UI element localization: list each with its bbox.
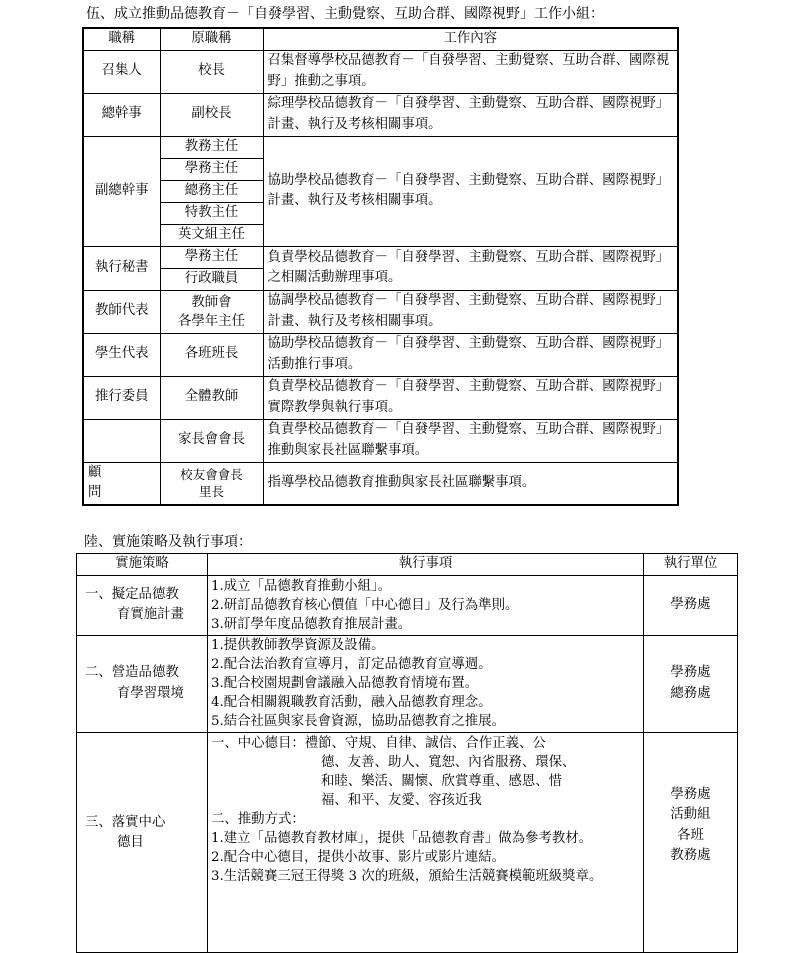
content-cell: 綜理學校品德教育－「自發學習、主動覺察、互助合群、國際視野」計畫、執行及考核相關事項。 <box>263 93 678 136</box>
header-items: 執行事項 <box>208 554 644 576</box>
list-item: 1.建立「品德教育教材庫」，提供「品德教育書」做為參考教材。 <box>211 830 593 846</box>
table-header-row <box>77 554 738 576</box>
header-content: 工作內容 <box>263 28 678 50</box>
role-cell: 學生代表 <box>83 333 160 376</box>
content-cell: 負責學校品德教育－「自發學習、主動覺察、互助合群、國際視野」實際教學與執行事項。 <box>263 376 678 419</box>
original-line: 教師會 <box>191 294 232 310</box>
original-line: 校友會會長 <box>180 467 243 482</box>
unit-line: 學務處 <box>670 786 711 802</box>
original-cell <box>160 290 263 333</box>
table-row <box>83 246 678 268</box>
original-cell: 學務主任 <box>160 246 263 268</box>
strategy-line: 一、擬定品德教 <box>85 586 179 602</box>
header-strategy: 實施策略 <box>77 554 208 576</box>
section5-title: 伍、成立推動品德教育－「自發學習、主動覺察、互助合群、國際視野」工作小組： <box>86 6 604 22</box>
strategy-cell <box>77 732 208 952</box>
original-cell: 家長會會長 <box>160 419 263 462</box>
header-original: 原職稱 <box>160 28 263 50</box>
table-row <box>77 635 738 732</box>
work-group-table <box>82 27 679 506</box>
list-item: 3.研訂學年度品德教育推展計畫。 <box>211 616 412 632</box>
list-item: 4.配合相關親職教育活動，融入品德教育理念。 <box>211 695 492 710</box>
table-row <box>83 93 678 136</box>
original-cell: 特教主任 <box>160 202 263 224</box>
unit-line: 教務處 <box>670 848 711 863</box>
header-unit: 執行單位 <box>644 554 738 576</box>
role-cell: 顧問 <box>83 462 160 505</box>
section6-title: 陸、實施策略及執行事項： <box>84 534 252 550</box>
methods-label: 二、推動方式： <box>211 811 305 827</box>
role-cell <box>83 419 160 462</box>
table-header-row <box>83 28 678 50</box>
virtues-label: 一、中心德目： <box>211 735 305 751</box>
table-row <box>83 136 678 158</box>
role-cell: 推行委員 <box>83 376 160 419</box>
virtues-line: 和睦、樂活、關懷、欣賞尊重、感恩、惜 <box>321 773 563 789</box>
table-row <box>83 462 678 505</box>
strategy-line: 二、營造品德教 <box>85 665 179 680</box>
original-cell: 教務主任 <box>160 136 263 158</box>
content-cell: 召集督導學校品德教育－「自發學習、主動覺察、互助合群、國際視野」推動之事項。 <box>263 50 678 93</box>
list-item: 1.提供教師教學資源及設備。 <box>211 638 385 653</box>
content-cell: 協助學校品德教育－「自發學習、主動覺察、互助合群、國際視野」活動推行事項。 <box>263 333 678 376</box>
unit-cell: 學務處 <box>644 575 738 635</box>
content-cell: 協助學校品德教育－「自發學習、主動覺察、互助合群、國際視野」計畫、執行及考核相關事項。 <box>263 136 678 246</box>
strategy-line: 德目 <box>117 835 144 850</box>
table-row <box>83 333 678 376</box>
list-item: 2.研訂品德教育核心價值「中心德目」及行為準則。 <box>211 597 519 613</box>
original-cell: 各班班長 <box>160 333 263 376</box>
original-cell <box>160 462 263 505</box>
original-cell: 行政職員 <box>160 268 263 290</box>
content-cell: 協調學校品德教育－「自發學習、主動覺察、互助合群、國際視野」計畫、執行及考核相關事項。 <box>263 290 678 333</box>
table-row <box>77 732 738 952</box>
original-cell: 總務主任 <box>160 180 263 202</box>
original-line: 各學年主任 <box>178 313 245 329</box>
content-cell: 指導學校品德教育推動與家長社區聯繫事項。 <box>263 462 678 505</box>
role-cell: 教師代表 <box>83 290 160 333</box>
header-role: 職稱 <box>83 28 160 50</box>
items-cell <box>208 575 644 635</box>
list-item: 3.配合校園規劃會議融入品德教育情境布置。 <box>211 676 479 691</box>
table-row <box>83 290 678 333</box>
virtues-text: 禮節、守規、自律、誠信、合作正義、公 <box>304 735 546 751</box>
original-cell: 副校長 <box>160 93 263 136</box>
role-cell: 召集人 <box>83 50 160 93</box>
original-cell: 校長 <box>160 50 263 93</box>
table-row <box>77 575 738 635</box>
virtues-line: 德、友善、助人、寬恕、內省服務、環保、 <box>321 754 576 770</box>
list-item: 2.配合法治教育宣導月，訂定品德教育宣導週。 <box>211 657 492 672</box>
list-item: 5.結合社區與家長會資源，協助品德教育之推展。 <box>211 714 505 729</box>
list-item: 2.配合中心德目，提供小故事、影片或影片連結。 <box>211 849 505 865</box>
unit-cell <box>644 732 738 952</box>
items-cell <box>208 732 644 952</box>
strategy-line: 育實施計畫 <box>117 607 184 622</box>
list-item: 3.生活競賽三冠王得獎 3 次的班級，頒給生活競賽模範班級獎章。 <box>211 868 603 884</box>
unit-line: 總務處 <box>670 685 711 701</box>
strategy-table <box>76 553 738 953</box>
list-item: 1.成立「品德教育推動小組」。 <box>211 578 392 594</box>
unit-line: 活動組 <box>670 807 711 822</box>
virtues-line <box>211 734 640 753</box>
role-cell: 執行秘書 <box>83 246 160 290</box>
original-cell: 學務主任 <box>160 158 263 180</box>
table-row <box>83 376 678 419</box>
original-line: 里長 <box>198 484 224 499</box>
strategy-line: 三、落實中心 <box>85 814 166 830</box>
unit-cell <box>644 635 738 732</box>
unit-line: 學務處 <box>670 665 711 680</box>
content-cell: 負責學校品德教育－「自發學習、主動覺察、互助合群、國際視野」之相關活動辦理事項。 <box>263 246 678 290</box>
unit-line: 各班 <box>677 827 704 843</box>
items-cell <box>208 635 644 732</box>
strategy-cell <box>77 635 208 732</box>
role-cell: 副總幹事 <box>83 136 160 246</box>
original-cell: 英文組主任 <box>160 224 263 246</box>
role-cell: 總幹事 <box>83 93 160 136</box>
table-row <box>83 50 678 93</box>
table-row <box>83 419 678 462</box>
content-cell: 負責學校品德教育－「自發學習、主動覺察、互助合群、國際視野」推動與家長社區聯繫事項。 <box>263 419 678 462</box>
strategy-cell <box>77 575 208 635</box>
virtues-line: 福、和平、友愛、容孩近我 <box>321 792 482 808</box>
original-cell: 全體教師 <box>160 376 263 419</box>
strategy-line: 育學習環境 <box>117 685 184 701</box>
